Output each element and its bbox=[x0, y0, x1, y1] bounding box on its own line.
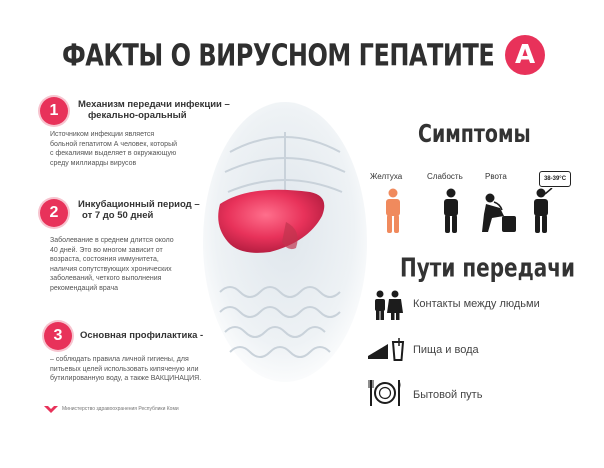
routes-title: Пути передачи bbox=[400, 252, 575, 284]
symptom-label-weakness: Слабость bbox=[427, 172, 463, 181]
plate-cutlery-icon bbox=[368, 378, 402, 408]
fact-1-badge: 1 bbox=[40, 97, 68, 125]
weak-person-icon bbox=[440, 188, 462, 234]
symptom-label-vomiting: Рвота bbox=[485, 172, 507, 181]
food-drink-icon bbox=[366, 336, 406, 362]
title-letter-badge: А bbox=[505, 35, 545, 75]
fact-3-heading: Основная профилактика - bbox=[80, 330, 204, 341]
jaundice-person-icon bbox=[382, 188, 404, 234]
temperature-label: 38-39°С bbox=[539, 171, 571, 187]
fact-1-body: Источником инфекции является больной гепатитом А человек, который с фекалиями выделяет в окружающую среду миллиарды вирусов bbox=[50, 131, 178, 167]
fact-2-heading: Инкубационный период – от 7 до 50 дней bbox=[78, 199, 200, 221]
fact-2-badge: 2 bbox=[40, 199, 68, 227]
symptoms-title: Симптомы bbox=[418, 120, 531, 149]
fever-person-icon bbox=[530, 188, 554, 234]
symptom-label-jaundice: Желтуха bbox=[370, 172, 403, 181]
ministry-logo-icon bbox=[44, 404, 58, 414]
vomiting-person-icon bbox=[478, 192, 520, 234]
fact-2-body: Заболевание в среднем длится около 40 дней. Это во многом зависит от возраста, состояния иммунитета, наличия сопутствующих хронических заболеваний, четкого выполнения рекомендаций врача bbox=[50, 237, 174, 292]
route-label-contacts: Контакты между людьми bbox=[413, 298, 540, 310]
people-icon bbox=[372, 290, 404, 320]
fact-3-badge: 3 bbox=[44, 322, 72, 350]
footer-text: Министерство здравоохранения Республики Коми bbox=[62, 406, 179, 412]
fact-3-body: – соблюдать правила личной гигиены, для питьевых целей использовать кипяченую или бутилированную воду, а также ВАКЦИНАЦИЯ. bbox=[50, 356, 202, 382]
fact-1-heading: Механизм передачи инфекции – фекально-оральный bbox=[78, 99, 230, 121]
route-label-food-water: Пища и вода bbox=[413, 344, 479, 356]
route-label-household: Бытовой путь bbox=[413, 389, 483, 401]
page-title: ФАКТЫ О ВИРУСНОМ ГЕПАТИТЕ bbox=[62, 38, 495, 73]
